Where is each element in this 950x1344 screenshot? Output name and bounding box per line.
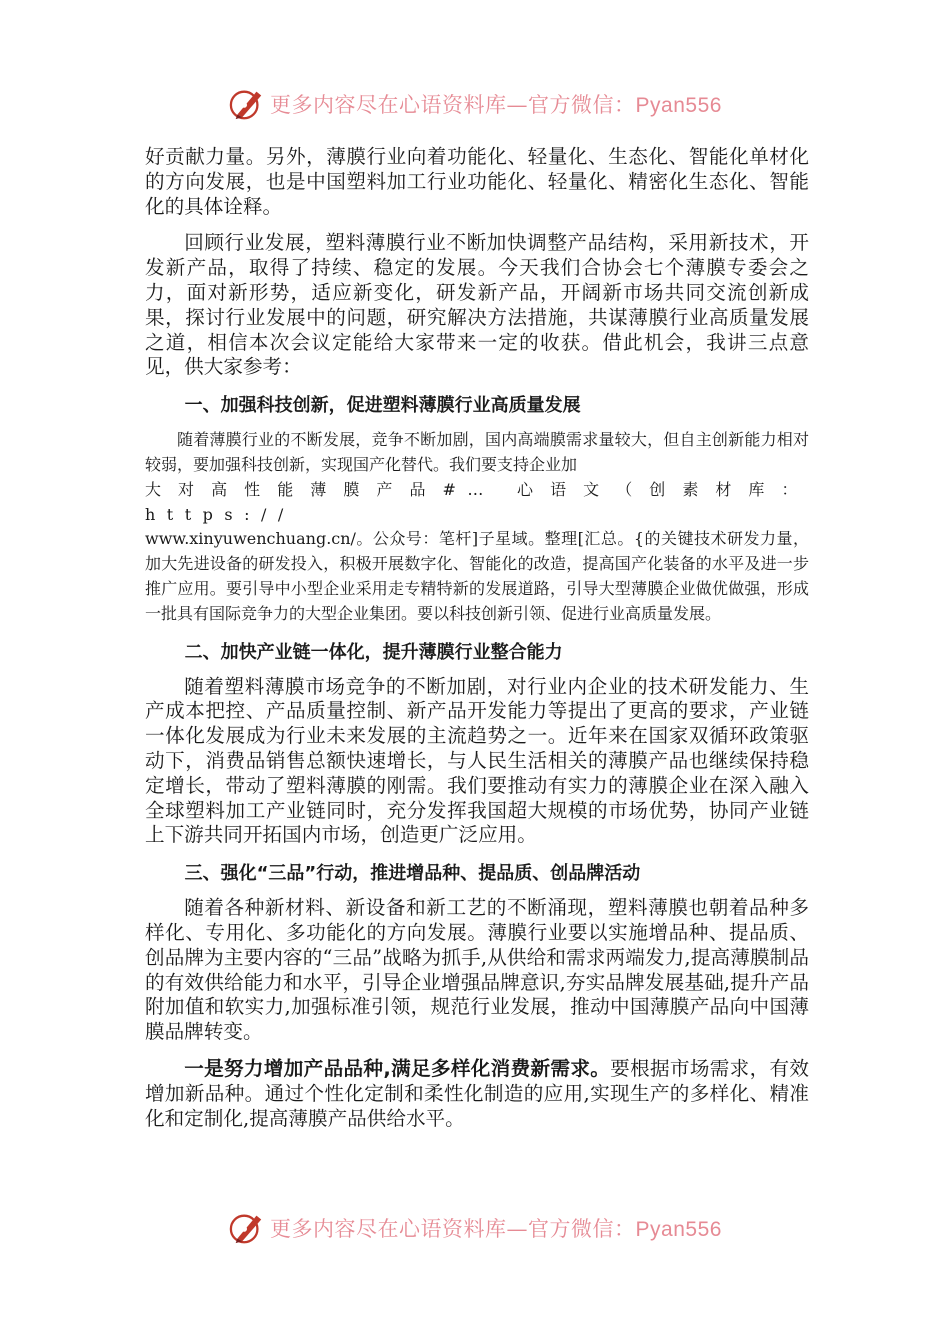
paragraph-review: 回顾行业发展，塑料薄膜行业不断加快调整产品结构，采用新技术，开发新产品，取得了持续、稳定的发展。今天我们合协会七个薄膜专委会之力，面对新形势，适应新变化，研发新产品，开阔新市场共同交流创新成果，探讨行业发展中的问题，研究解决方法措施，共谋薄膜行业高质量发展之道，相信本次会议定能给大家带来一定的收获。借此机会，我讲三点意见，供大家参考：	[145, 231, 809, 379]
heading-section-1: 一、加强科技创新，促进塑料薄膜行业高质量发展	[184, 395, 581, 417]
heading-section-3: 三、强化“三品”行动，推进增品种、提品质、创品牌活动	[184, 863, 641, 885]
heading-section-2: 二、加快产业链一体化，提升薄膜行业整合能力	[184, 641, 563, 663]
paragraph-intro-continued: 好贡献力量。另外，薄膜行业向着功能化、轻量化、生态化、智能化单材化的方向发展，也是中国塑料加工行业功能化、轻量化、精密化生态化、智能化的具体诠释。	[145, 145, 809, 218]
document-body	[145, 145, 809, 1131]
paragraph-section-3: 随着各种新材料、新设备和新工艺的不断涌现，塑料薄膜也朝着品种多样化、专用化、多功能化的方向发展。薄膜行业要以实施增品种、提品质、创品牌为主要内容的“三品”战略为抓手,从供给和需求两端发力,提高薄膜制品的有效供给能力和水平，引导企业增强品牌意识,夯实品牌发展基础,提升产品附加值和软实力,加强标准引领，规范行业发展，推动中国薄膜产品向中国薄膜品牌转变。	[145, 896, 809, 1044]
paragraph-point-1-lead: 一是努力增加产品品种,满足多样化消费新需求。	[184, 1056, 611, 1080]
paragraph-section-1-a: 随着薄膜行业的不断发展，竞争不断加剧，国内高端膜需求量较大，但自主创新能力相对较弱，要加强科技创新，实现国产化替代。我们要支持企业加	[145, 430, 809, 474]
pen-nib-logo-icon	[228, 86, 266, 122]
footer-banner	[0, 1208, 950, 1248]
header-banner	[0, 84, 950, 124]
paragraph-point-1-rest: 要根据市场需求，有效增加新品种。通过个性化定制和柔性化制造的应用,实现生产的多样化、精准化和定制化,提高薄膜产品供给水平。	[145, 1056, 809, 1130]
banner-text: 更多内容尽在心语资料库—官方微信：Pyan556	[270, 1217, 722, 1241]
banner-text: 更多内容尽在心语资料库—官方微信：Pyan556	[270, 93, 722, 117]
banner-wechat-id: Pyan556	[635, 1218, 722, 1241]
pen-nib-logo-icon	[228, 1210, 266, 1246]
banner-wechat-id: Pyan556	[635, 94, 722, 117]
paragraph-section-1-c: www.xinyuwenchuang.cn/。公众号：笔杆]子星域。整理[汇总。{的关键技术研发力量，加大先进设备的研发投入，积极开展数字化、智能化的改造，提高国产化装备的水平及进一步推广应用。要引导中小型企业采用走专精特新的发展道路，引导大型薄膜企业做优做强，形成一批具有国际竞争力的大型企业集团。要以科技创新引领、促进行业高质量发展。	[145, 529, 809, 623]
paragraph-section-1-b-text: 大对高性能薄膜产品#… 心语文（创素材库：https://	[145, 479, 809, 524]
paragraph-section-1-b	[145, 478, 809, 528]
paragraph-point-1	[145, 1057, 809, 1131]
paragraph-section-2: 随着塑料薄膜市场竞争的不断加剧，对行业内企业的技术研发能力、生产成本把控、产品质量控制、新产品开发能力等提出了更高的要求，产业链一体化发展成为行业未来发展的主流趋势之一。近年来在国家双循环政策驱动下，消费品销售总额快速增长，与人民生活相关的薄膜产品也继续保持稳定增长，带动了塑料薄膜的刚需。我们要推动有实力的薄膜企业在深入融入全球塑料加工产业链同时，充分发挥我国超大规模的市场优势，协同产业链上下游共同开拓国内市场，创造更广泛应用。	[145, 674, 809, 847]
